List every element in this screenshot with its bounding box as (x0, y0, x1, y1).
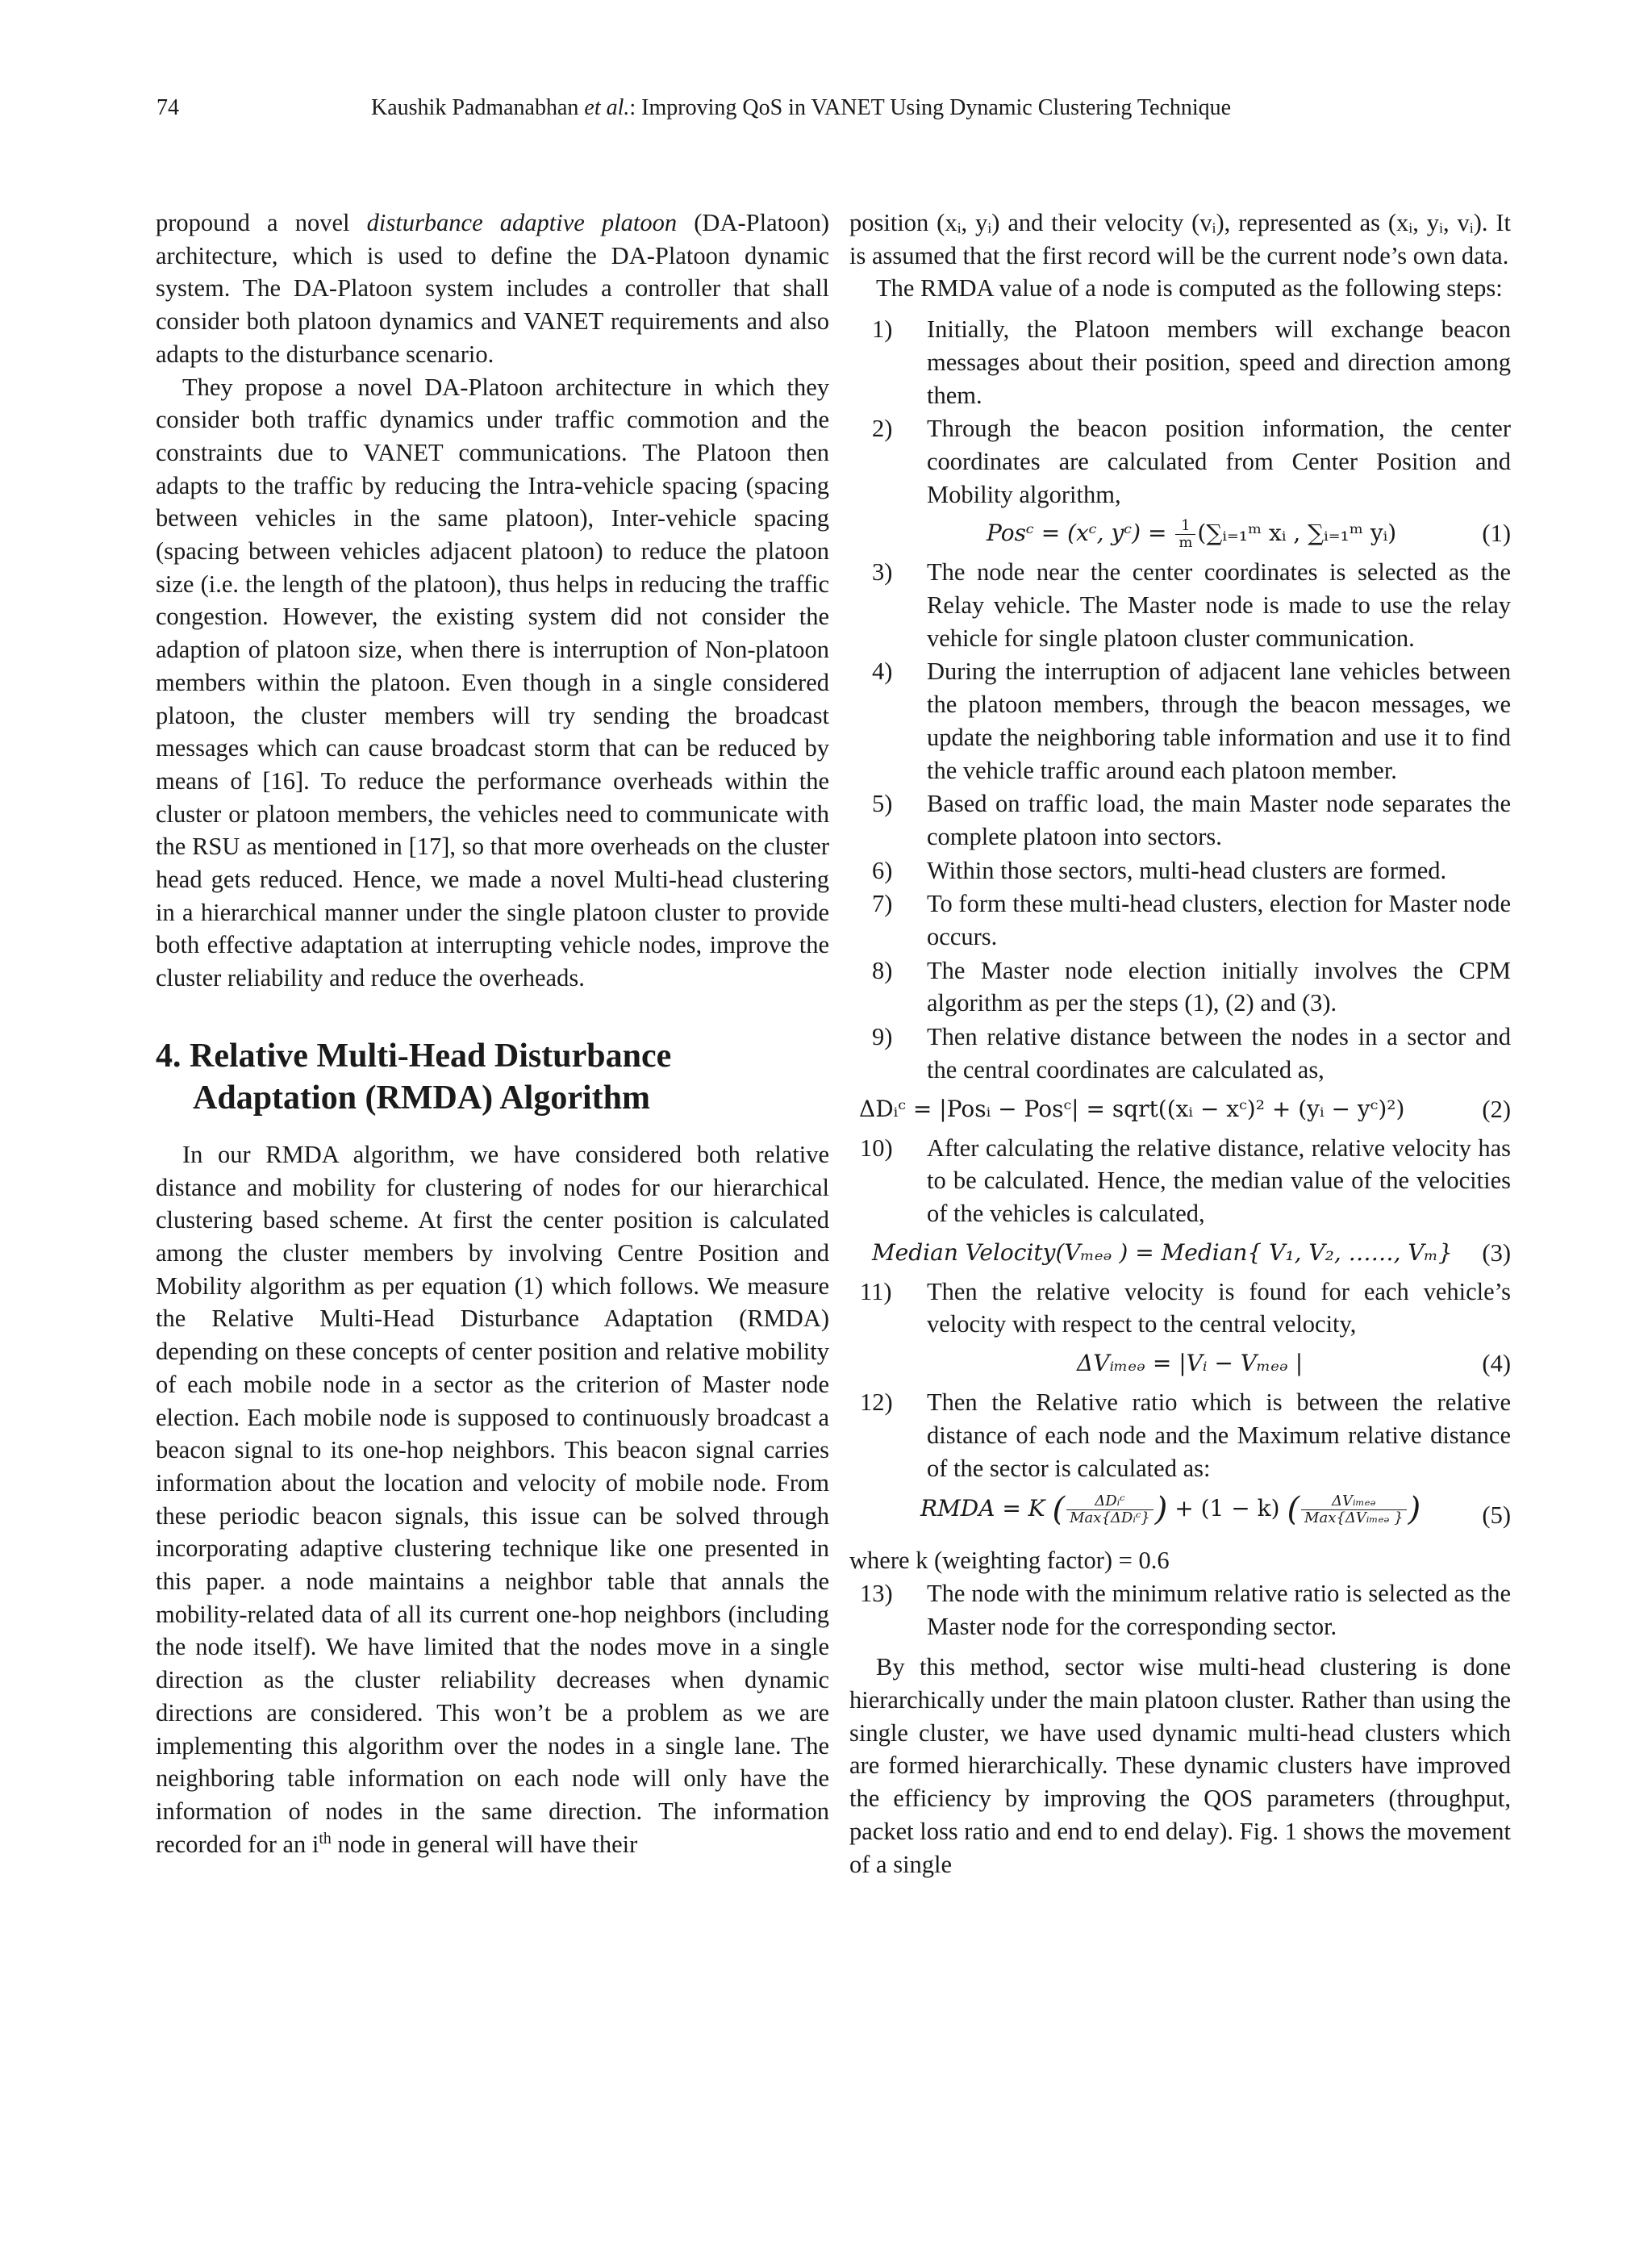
algorithm-steps-cont-4 (849, 1386, 1511, 1484)
step-8 (849, 954, 1511, 1020)
equation-4 (849, 1344, 1511, 1383)
left-p1-pre: propound a novel (156, 209, 367, 236)
equation-1-formula (987, 517, 1396, 551)
eq5-fraction-2 (1301, 1493, 1407, 1526)
step-11 (849, 1275, 1511, 1341)
step-text: Through the beacon position information, the center coordinates are calculated from Center Position and Mobility algorithm, (927, 415, 1511, 508)
eq5-lhs: RMDA = K (920, 1495, 1045, 1522)
step-text: Then relative distance between the nodes in a sector and the central coordinates are calculated as, (927, 1023, 1511, 1083)
left-p3-pre: In our RMDA algorithm, we have considered both relative distance and mobility for clustering of nodes for our hierarchical clustering based scheme. At first the center position is calculated among the cluster members by involving Centre Position and Mobility algorithm as per equation (1) which follows. We measure the Relative Multi-Head Disturbance Adaptation (RMDA) depending on these concepts of center position and relative mobility of each mobile node in a sector as the criterion of Master node election. Each mobile node is supposed to continuously broadcast a beacon signal to its one-hop neighbors. This beacon signal carries information about the location and velocity of mobile node. From these periodic beacon signals, this issue can be solved through incorporating adaptive clustering technique like one presented in this paper. a node maintains a neighbor table that annals the mobility-related data of all its current one-hop neighbors (including the node itself). We have limited that the nodes move in a single direction as the cluster reliability decreases when dynamic directions are considered. This won’t be a problem as we are implementing this algorithm over the nodes in a single lane. The neighboring table information on each node will only have the information of nodes in the same direction. The information recorded for an i (156, 1140, 829, 1858)
eq5-f2-den: Max{ΔVᵢₘₑₔ } (1304, 1509, 1404, 1527)
header-et-al: et al. (584, 95, 630, 120)
step-number: 10) (860, 1134, 893, 1162)
running-header (0, 95, 1652, 127)
step-text: The node with the minimum relative ratio is selected as the Master node for the corresponding sector. (927, 1579, 1511, 1640)
step-text: Then the Relative ratio which is between the relative distance of each node and the Maximum relative distance of the sector is calculated as: (927, 1388, 1511, 1482)
left-paragraph-3 (156, 1138, 829, 1860)
step-number: 11) (860, 1277, 892, 1305)
eq5-fraction-1 (1066, 1493, 1153, 1526)
step-number: 13) (860, 1579, 893, 1607)
step-number: 7) (872, 890, 893, 918)
step-text: The node near the center coordinates is selected as the Relay vehicle. The Master node is made to use the relay vehicle for single platoon cluster communication. (927, 558, 1511, 652)
step-number: 2) (872, 415, 893, 443)
eq5-f1-den: Max{ΔDᵢᶜ} (1070, 1509, 1150, 1527)
header-title: : Improving QoS in VANET Using Dynamic Clustering Technique (629, 95, 1232, 120)
eq5-paren-open: ( (1052, 1491, 1066, 1529)
header-authors: Kaushik Padmanabhan (371, 95, 579, 120)
running-title (371, 95, 1231, 121)
equation-5-formula (920, 1491, 1421, 1529)
step-number: 12) (860, 1388, 893, 1417)
algorithm-steps (849, 313, 1511, 511)
eq1-rhs: (∑ᵢ₌₁ᵐ xᵢ , ∑ᵢ₌₁ᵐ yᵢ) (1197, 520, 1397, 547)
equation-3 (849, 1234, 1511, 1272)
eq5-paren-close-2: ) (1408, 1491, 1421, 1529)
left-paragraph-1 (156, 207, 829, 371)
equation-2 (849, 1090, 1511, 1129)
eq5-paren-close: ) (1154, 1491, 1168, 1529)
equation-3-formula: Median Velocity(Vₘₑₔ ) = Median{ V₁, V₂, ……, Vₘ} (872, 1238, 1453, 1266)
eq5-f2-num: ΔVᵢₘₑₔ (1301, 1493, 1407, 1510)
page-number: 74 (156, 95, 179, 120)
equation-number-5: (5) (1482, 1501, 1511, 1530)
right-column (849, 207, 1511, 1881)
equation-number-3: (3) (1482, 1238, 1511, 1267)
step-number: 1) (872, 315, 893, 344)
right-paragraph-1: position (xᵢ, yᵢ) and their velocity (vᵢ), represented as (xᵢ, yᵢ, vᵢ). It is assumed that the first record will be the current node’s own data. (849, 209, 1511, 269)
step-9 (849, 1021, 1511, 1086)
algorithm-steps-cont-5 (849, 1577, 1511, 1643)
step-6 (849, 854, 1511, 887)
eq1-fraction (1175, 518, 1195, 551)
left-p1-post: (DA-Platoon) architecture, which is used to define the DA-Platoon dynamic system. The DA-Platoon system includes a controller that shall consider both platoon dynamics and VANET requirements and also adapts to the disturbance scenario. (156, 209, 829, 368)
equation-2-formula: ΔDᵢᶜ = |Posᵢ − Posᶜ| = sqrt((xᵢ − xᶜ)² + (yᵢ − yᶜ)²) (859, 1095, 1405, 1122)
left-column (156, 207, 829, 1860)
step-3 (849, 556, 1511, 654)
step-text: Then the relative velocity is found for each vehicle’s velocity with respect to the central velocity, (927, 1277, 1511, 1338)
step-4 (849, 655, 1511, 787)
step-text: The Master node election initially involves the CPM algorithm as per the steps (1), (2) and (3). (927, 956, 1511, 1017)
step-2 (849, 412, 1511, 511)
step-10 (849, 1132, 1511, 1230)
eq5-paren-open-2: ( (1287, 1491, 1300, 1529)
step-text: Initially, the Platoon members will exchange beacon messages about their position, speed and direction among them. (927, 315, 1511, 409)
step-text: During the interruption of adjacent lane vehicles between the platoon members, through the beacon messages, we update the neighboring table information and use it to find the vehicle traffic around each platoon member. (927, 658, 1511, 784)
right-paragraph-final: By this method, sector wise multi-head clustering is done hierarchically under the main platoon cluster. Rather than using the single cluster, we have used dynamic multi-head clusters which are formed hierarchically. These dynamic clusters have improved the efficiency by improving the QOS parameters (throughput, packet loss ratio and end to end delay). Fig. 1 shows the movement of a single (849, 1653, 1511, 1878)
left-p3-superscript: th (319, 1829, 332, 1847)
section-heading-line-1: 4. Relative Multi-Head Disturbance (156, 1037, 672, 1075)
step-5 (849, 787, 1511, 853)
equation-number-4: (4) (1482, 1350, 1511, 1378)
left-paragraph-2: They propose a novel DA-Platoon architecture in which they consider both traffic dynamics under traffic commotion and the constraints due to VANET communications. The Platoon then adapts to the traffic by reducing the Intra-vehicle spacing (spacing between vehicles in the same platoon), Inter-vehicle spacing (spacing between vehicles adjacent platoon) to reduce the platoon size (i.e. the length of the platoon), thus helps in reducing the traffic congestion. However, the existing system did not consider the adaption of platoon size, when there is interruption of Non-platoon members within the platoon. Even though in a single considered platoon, the cluster members will try sending the broadcast messages which can cause broadcast storm that can be reduced by means of [16]. To reduce the performance overheads within the cluster or platoon members, the vehicles need to communicate with the RSU as mentioned in [17], so that more overheads on the cluster head gets reduced. Hence, we made a novel Multi-head clustering in a hierarchical manner under the single platoon cluster to provide both effective adaptation at interrupting vehicle nodes, improve the cluster reliability and reduce the overheads. (156, 373, 829, 992)
step-7 (849, 887, 1511, 953)
step-number: 8) (872, 956, 893, 984)
step-number: 5) (872, 790, 893, 818)
equation-4-formula: ΔVᵢₘₑₔ = |Vᵢ − Vₘₑₔ | (1077, 1350, 1304, 1377)
left-p3-post: node in general will have their (331, 1830, 638, 1858)
step-13 (849, 1577, 1511, 1643)
step-number: 3) (872, 558, 893, 587)
algorithm-steps-cont-2 (849, 1132, 1511, 1230)
eq1-lhs: Posᶜ = (xᶜ, yᶜ) = (987, 520, 1174, 547)
left-p1-emphasis: disturbance adaptive platoon (366, 209, 678, 236)
weighting-factor-note: where k (weighting factor) = 0.6 (849, 1547, 1170, 1575)
step-number: 4) (872, 658, 893, 686)
algorithm-steps-cont-1 (849, 556, 1511, 1086)
equation-5 (849, 1488, 1511, 1541)
eq1-frac-num: 1 (1175, 518, 1195, 535)
eq5-f1-num: ΔDᵢᶜ (1066, 1493, 1153, 1510)
section-heading (156, 1035, 829, 1119)
step-text: After calculating the relative distance, relative velocity has to be calculated. Hence, the median value of the velocities of the vehicles is calculated, (927, 1134, 1511, 1227)
equation-1 (849, 514, 1511, 553)
section-heading-line-2: Adaptation (RMDA) Algorithm (193, 1079, 650, 1117)
right-paragraph-2: The RMDA value of a node is computed as the following steps: (876, 274, 1503, 303)
algorithm-steps-cont-3 (849, 1275, 1511, 1341)
step-text: Based on traffic load, the main Master node separates the complete platoon into sectors. (927, 790, 1511, 850)
step-12 (849, 1386, 1511, 1484)
equation-number-2: (2) (1482, 1095, 1511, 1123)
equation-number-1: (1) (1482, 520, 1511, 548)
step-number: 9) (872, 1023, 893, 1051)
step-text: Within those sectors, multi-head clusters are formed. (927, 856, 1447, 884)
step-text: To form these multi-head clusters, election for Master node occurs. (927, 890, 1511, 951)
step-number: 6) (872, 856, 893, 884)
eq1-frac-den: m (1179, 534, 1193, 552)
eq5-mid: + (1 − k) (1174, 1495, 1280, 1522)
step-1 (849, 313, 1511, 411)
